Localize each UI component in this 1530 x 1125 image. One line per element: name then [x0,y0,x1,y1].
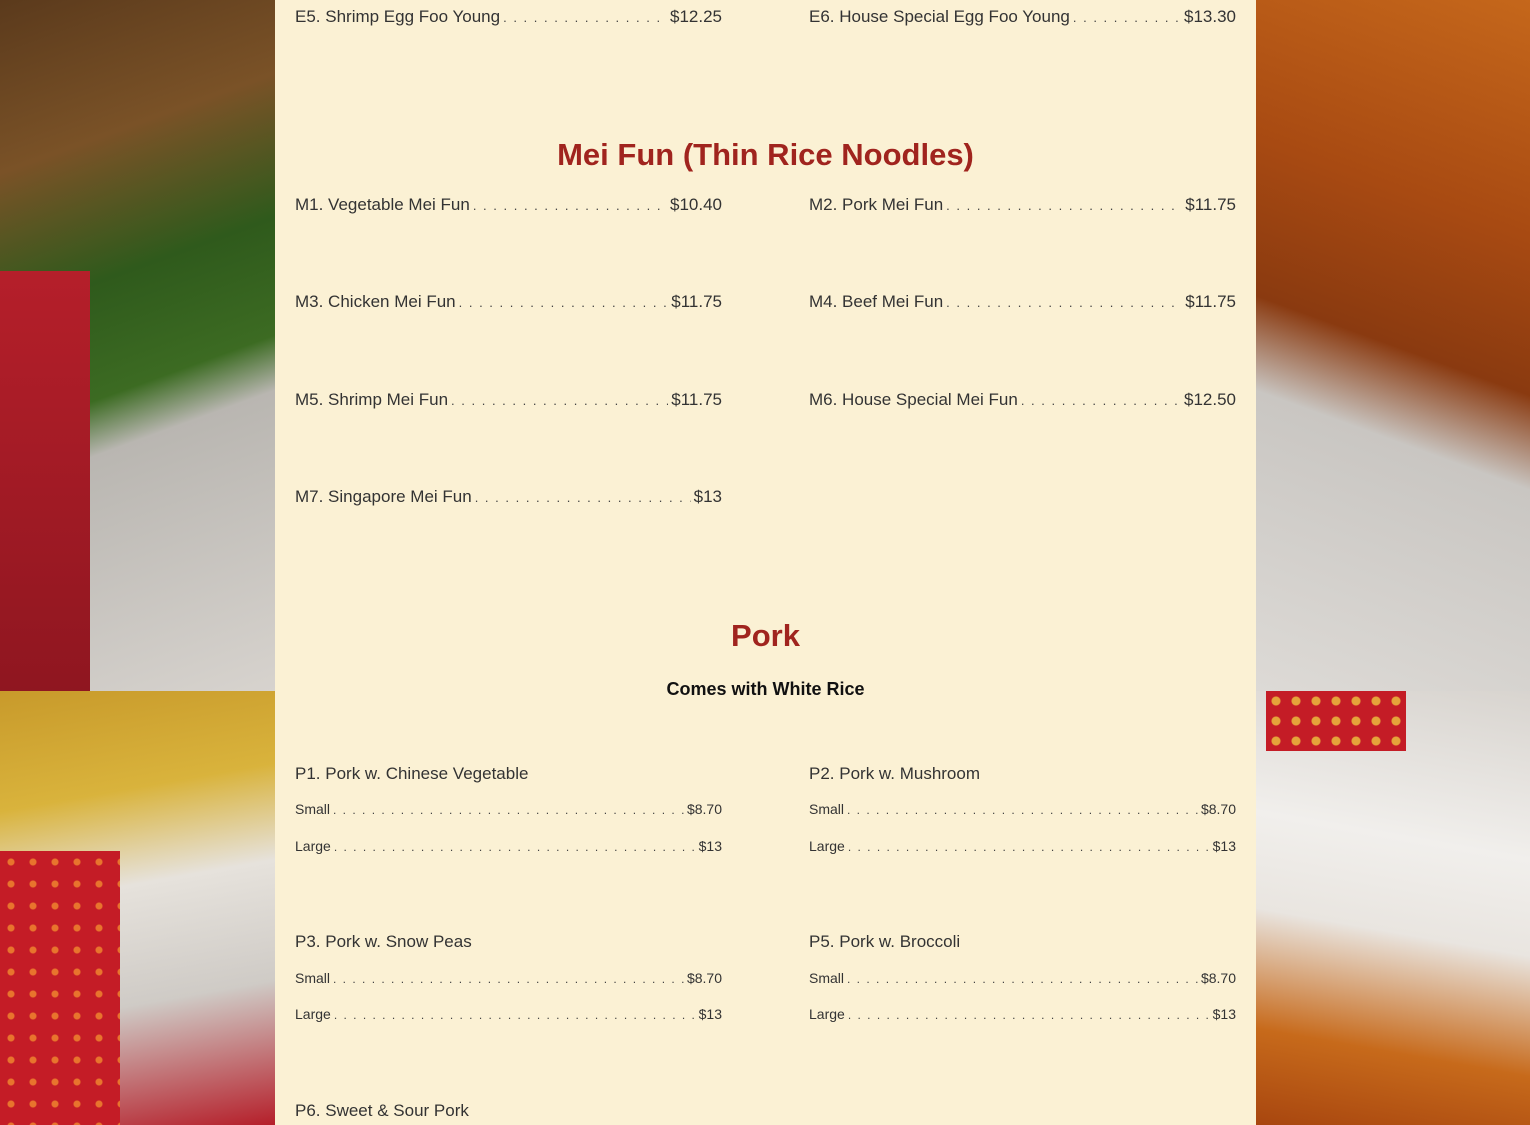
dot-leader [451,393,668,408]
section-heading-pork: Pork [731,618,800,653]
dot-leader [473,198,667,213]
item-price: $13 [698,1006,722,1022]
dot-leader [334,1008,696,1022]
size-label: Small [809,801,845,817]
dot-leader [946,295,1182,310]
dot-leader [503,10,667,25]
item-price: $8.70 [1200,970,1236,986]
item-price: $13 [693,487,722,506]
menu-item-p1-small [295,801,722,817]
background-photo-lo-mein [0,691,275,1125]
menu-item-p1-title: P1. Pork w. Chinese Vegetable [295,764,529,783]
menu-item-p2-title: P2. Pork w. Mushroom [809,764,981,783]
item-price: $8.70 [1200,801,1236,817]
size-label: Small [295,970,331,986]
item-price: $11.75 [671,390,722,409]
item-price: $11.75 [671,292,722,311]
menu-item-m6 [809,390,1236,410]
menu-item-e6 [809,7,1236,27]
item-name: M6. House Special Mei Fun [809,390,1018,409]
menu-item-p2-large [809,838,1236,854]
dot-leader [1073,10,1181,25]
section-heading-mei-fun: Mei Fun (Thin Rice Noodles) [557,137,974,172]
menu-item-p3-large [295,1006,722,1022]
menu-item-e5 [295,7,722,27]
item-name: M7. Singapore Mei Fun [295,487,472,506]
dot-leader [333,972,684,986]
menu-item-p2-small [809,801,1236,817]
item-price: $12.50 [1184,390,1236,409]
menu-item-m1 [295,195,722,215]
menu-panel [275,0,1256,1125]
item-price: $13.30 [1184,7,1236,26]
size-label: Large [295,1006,331,1022]
dot-leader [848,840,1210,854]
item-price: $11.75 [1185,292,1236,311]
dot-leader [475,490,691,505]
dot-leader [333,803,684,817]
menu-item-p5-small [809,970,1236,986]
item-price: $11.75 [1185,195,1236,214]
menu-item-p3-title: P3. Pork w. Snow Peas [295,932,472,951]
dot-leader [847,972,1198,986]
item-price: $12.25 [670,7,722,26]
menu-item-p6-title: P6. Sweet & Sour Pork [295,1101,469,1120]
item-price: $8.70 [686,801,722,817]
menu-item-m2 [809,195,1236,215]
menu-item-m5 [295,390,722,410]
item-name: E6. House Special Egg Foo Young [809,7,1070,26]
item-price: $10.40 [670,195,722,214]
dot-leader [848,1008,1210,1022]
menu-item-p1-large [295,838,722,854]
menu-item-m4 [809,292,1236,312]
menu-item-p5-large [809,1006,1236,1022]
size-label: Large [295,838,331,854]
size-label: Large [809,1006,845,1022]
item-name: M5. Shrimp Mei Fun [295,390,449,409]
item-name: M1. Vegetable Mei Fun [295,195,470,214]
item-price: $13 [1212,1006,1236,1022]
dot-leader [847,803,1198,817]
size-label: Large [809,838,845,854]
dot-leader [946,198,1182,213]
size-label: Small [809,970,845,986]
size-label: Small [295,801,331,817]
item-price: $13 [1212,838,1236,854]
menu-item-p5-title: P5. Pork w. Broccoli [809,932,961,951]
item-name: M4. Beef Mei Fun [809,292,944,311]
item-price: $13 [698,838,722,854]
background-photo-takeout-box [1256,691,1530,1125]
item-name: M3. Chicken Mei Fun [295,292,456,311]
dot-leader [1021,393,1181,408]
dot-leader [459,295,669,310]
menu-item-p3-small [295,970,722,986]
item-name: M2. Pork Mei Fun [809,195,944,214]
dot-leader [334,840,696,854]
menu-item-m7 [295,487,722,507]
menu-item-m3 [295,292,722,312]
background-photo-broccoli-beef [0,0,275,691]
item-name: E5. Shrimp Egg Foo Young [295,7,501,26]
item-price: $8.70 [686,970,722,986]
background-photo-orange-chicken [1256,0,1530,691]
section-subheading-pork: Comes with White Rice [666,679,865,699]
